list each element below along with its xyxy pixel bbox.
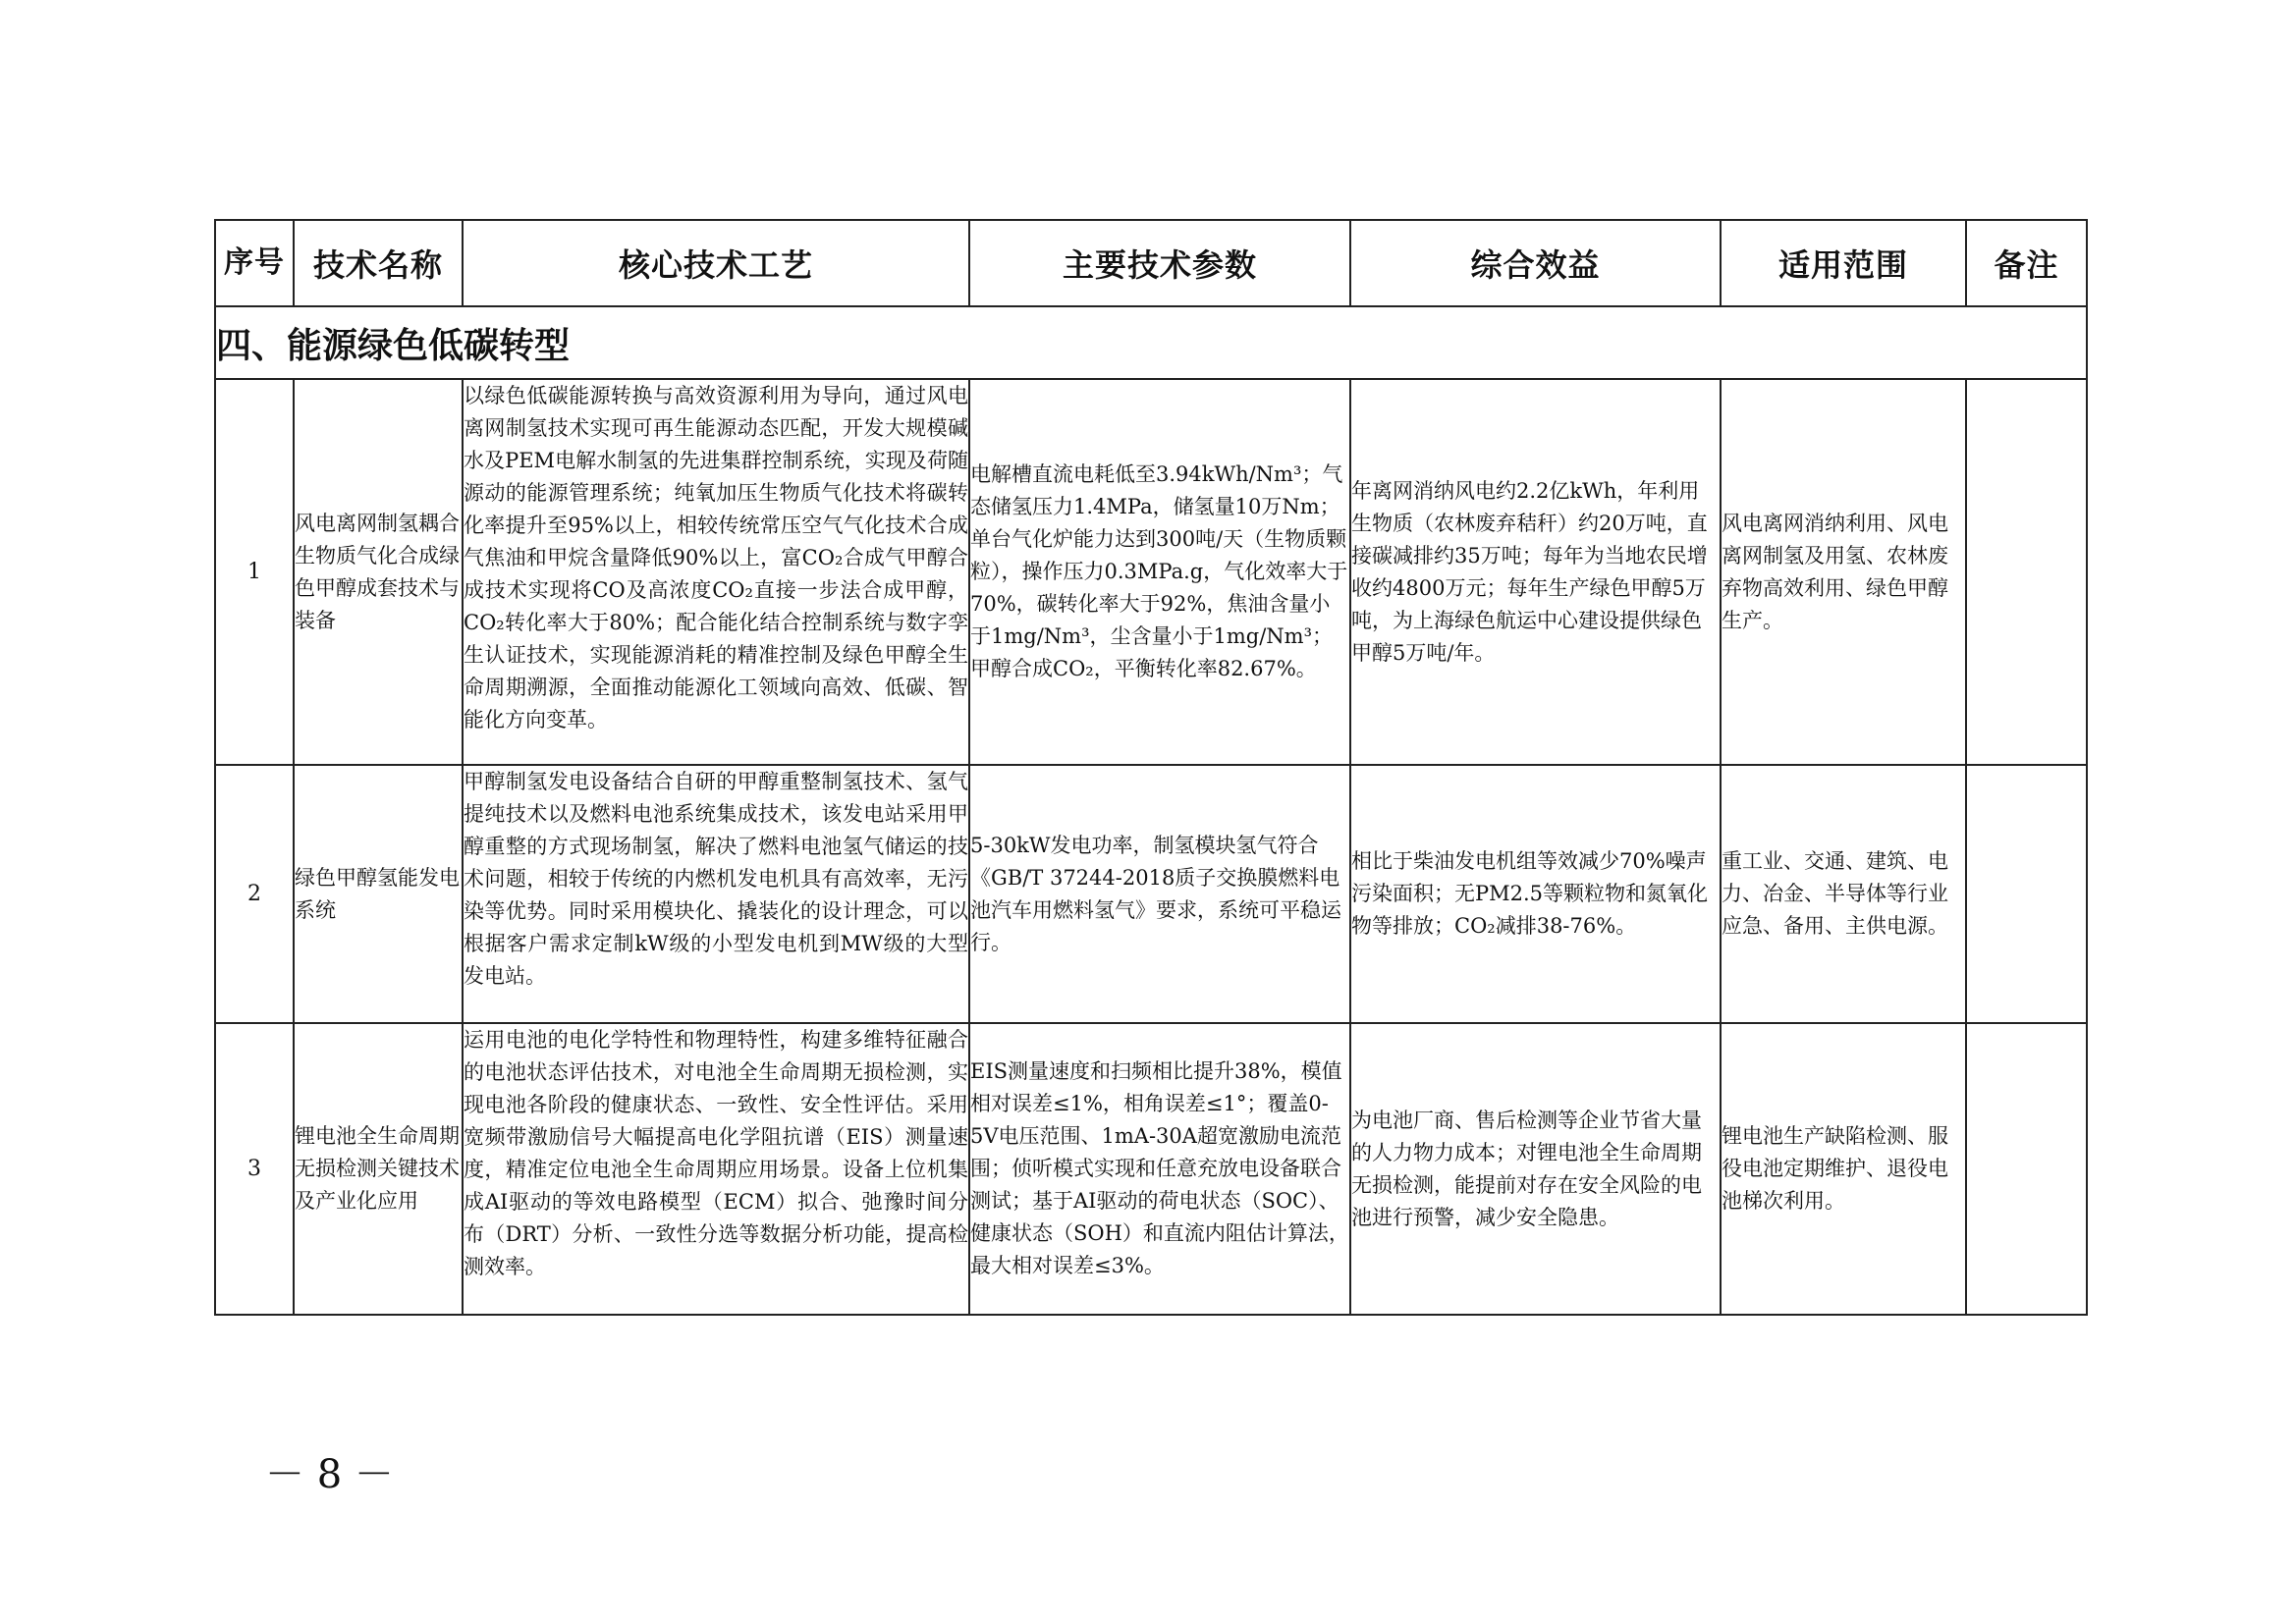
row-scope: 重工业、交通、建筑、电力、冶金、半导体等行业应急、备用、主供电源。 (1721, 765, 1966, 1023)
header-name: 技术名称 (294, 220, 463, 306)
row-name: 风电离网制氢耦合生物质气化合成绿色甲醇成套技术与装备 (294, 379, 463, 765)
row-params: 5-30kW发电功率，制氢模块氢气符合《GB/T 37244-2018质子交换膜燃料电池汽车用燃料氢气》要求，系统可平稳运行。 (969, 765, 1350, 1023)
header-process: 核心技术工艺 (463, 220, 969, 306)
row-params: EIS测量速度和扫频相比提升38%，模值相对误差≤1%，相角误差≤1°；覆盖0-5V电压范围、1mA-30A超宽激励电流范围；侦听模式实现和任意充放电设备联合测试；基于AI驱动的荷电状态（SOC）、健康状态（SOH）和直流内阻估计算法，最大相对误差≤3%。 (969, 1023, 1350, 1315)
table-row (215, 765, 2087, 1023)
row-remarks (1966, 379, 2087, 765)
row-benefits: 为电池厂商、售后检测等企业节省大量的人力物力成本；对锂电池全生命周期无损检测，能提前对存在安全风险的电池进行预警，减少安全隐患。 (1350, 1023, 1721, 1315)
header-params: 主要技术参数 (969, 220, 1350, 306)
document-sheet (214, 219, 2086, 1316)
row-scope: 风电离网消纳利用、风电离网制氢及用氢、农林废弃物高效利用、绿色甲醇生产。 (1721, 379, 1966, 765)
row-name: 绿色甲醇氢能发电系统 (294, 765, 463, 1023)
header-row (215, 220, 2087, 306)
section-title: 四、能源绿色低碳转型 (215, 306, 2087, 379)
row-remarks (1966, 765, 2087, 1023)
row-benefits: 相比于柴油发电机组等效减少70%噪声污染面积；无PM2.5等颗粒物和氮氧化物等排放；CO₂减排38-76%。 (1350, 765, 1721, 1023)
row-seq: 2 (215, 765, 294, 1023)
header-scope: 适用范围 (1721, 220, 1966, 306)
section-row (215, 306, 2087, 379)
table-row (215, 1023, 2087, 1315)
page-number: － 8 － (265, 1452, 394, 1497)
row-seq: 3 (215, 1023, 294, 1315)
table-row (215, 379, 2087, 765)
row-process: 以绿色低碳能源转换与高效资源利用为导向，通过风电离网制氢技术实现可再生能源动态匹配，开发大规模碱水及PEM电解水制氢的先进集群控制系统，实现及荷随源动的能源管理系统；纯氧加压生物质气化技术将碳转化率提升至95%以上，相较传统常压空气气化技术合成气焦油和甲烷含量降低90%以上，富CO₂合成气甲醇合成技术实现将CO及高浓度CO₂直接一步法合成甲醇，CO₂转化率大于80%；配合能化结合控制系统与数字孪生认证技术，实现能源消耗的精准控制及绿色甲醇全生命周期溯源，全面推动能源化工领域向高效、低碳、智能化方向变革。 (463, 379, 969, 765)
row-remarks (1966, 1023, 2087, 1315)
row-params: 电解槽直流电耗低至3.94kWh/Nm³；气态储氢压力1.4MPa，储氢量10万Nm；单台气化炉能力达到300吨/天（生物质颗粒），操作压力0.3MPa.g，气化效率大于70%，碳转化率大于92%，焦油含量小于1mg/Nm³，尘含量小于1mg/Nm³；甲醇合成CO₂，平衡转化率82.67%。 (969, 379, 1350, 765)
header-remarks: 备注 (1966, 220, 2087, 306)
header-benefits: 综合效益 (1350, 220, 1721, 306)
row-scope: 锂电池生产缺陷检测、服役电池定期维护、退役电池梯次利用。 (1721, 1023, 1966, 1315)
row-seq: 1 (215, 379, 294, 765)
row-process: 甲醇制氢发电设备结合自研的甲醇重整制氢技术、氢气提纯技术以及燃料电池系统集成技术，该发电站采用甲醇重整的方式现场制氢，解决了燃料电池氢气储运的技术问题，相较于传统的内燃机发电机具有高效率，无污染等优势。同时采用模块化、撬装化的设计理念，可以根据客户需求定制kW级的小型发电机到MW级的大型发电站。 (463, 765, 969, 1023)
row-name: 锂电池全生命周期无损检测关键技术及产业化应用 (294, 1023, 463, 1315)
row-process: 运用电池的电化学特性和物理特性，构建多维特征融合的电池状态评估技术，对电池全生命周期无损检测，实现电池各阶段的健康状态、一致性、安全性评估。采用宽频带激励信号大幅提高电化学阻抗谱（EIS）测量速度，精准定位电池全生命周期应用场景。设备上位机集成AI驱动的等效电路模型（ECM）拟合、弛豫时间分布（DRT）分析、一致性分选等数据分析功能，提高检测效率。 (463, 1023, 969, 1315)
row-benefits: 年离网消纳风电约2.2亿kWh，年利用生物质（农林废弃秸秆）约20万吨，直接碳减排约35万吨；每年为当地农民增收约4800万元；每年生产绿色甲醇5万吨，为上海绿色航运中心建设提供绿色甲醇5万吨/年。 (1350, 379, 1721, 765)
header-seq: 序号 (215, 220, 294, 306)
technology-table (214, 219, 2088, 1316)
